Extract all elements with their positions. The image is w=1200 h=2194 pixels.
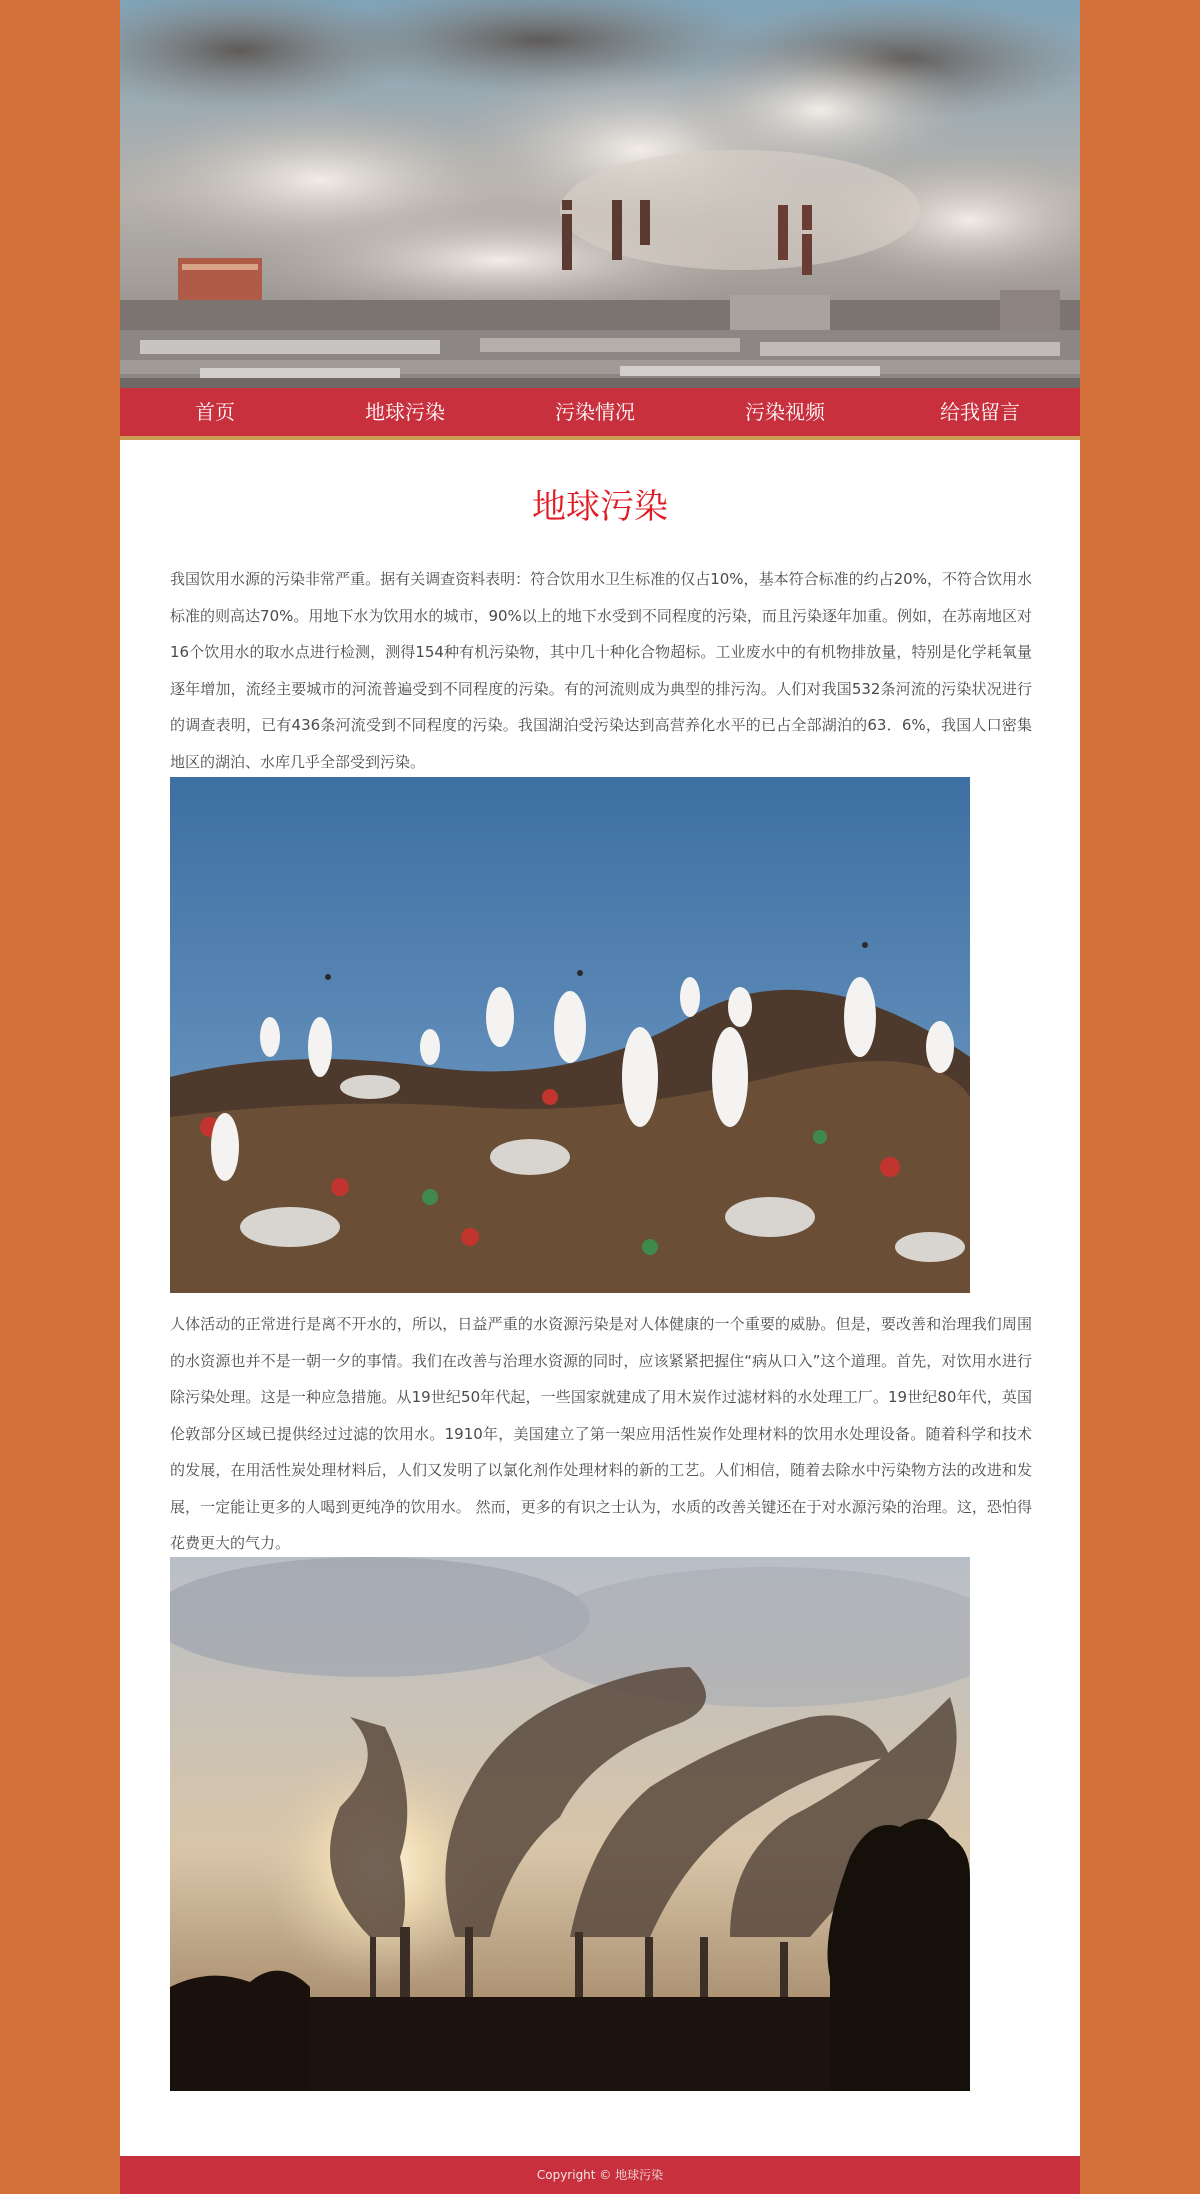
article-paragraph-1: 我国饮用水源的污染非常严重。据有关调查资料表明：符合饮用水卫生标准的仅占10%，基本符合标准的约占20%，不符合饮用水标准的则高达70%。用地下水为饮用水的城市，90%以上的地下水受到不同程度的污染，而且污染逐年加重。例如，在苏南地区对16个饮用水的取水点进行检测，测得154种有机污染物，其中几十种化合物超标。工业废水中的有机物排放量，特别是化学耗氧量逐年增加，流经主要城市的河流普遍受到不同程度的污染。有的河流则成为典型的排污沟。人们对我国532条河流的污染状况进行的调查表明，已有436条河流受到不同程度的污染。我国湖泊受污染达到高营养化水平的已占全部湖泊的63．6%，我国人口密集地区的湖泊、水库几乎全部受到污染。 — [170, 570, 1032, 771]
factory-smoke-photo — [170, 1557, 970, 2091]
page-title: 地球污染 — [532, 487, 668, 527]
article-paragraph-2: 人体活动的正常进行是离不开水的，所以，日益严重的水资源污染是对人体健康的一个重要的威胁。但是，要改善和治理我们周围的水资源也并不是一朝一夕的事情。我们在改善与治理水资源的同时，应该紧紧把握住“病从口入”这个道理。首先，对饮用水进行除污染处理。这是一种应急措施。从19世纪50年代起，一些国家就建成了用木炭作过滤材料的水处理工厂。19世纪80年代，英国伦敦部分区域已提供经过过滤的饮用水。1910年，美国建立了第一架应用活性炭作处理材料的饮用水处理设备。随着科学和技术的发展，在用活性炭处理材料后，人们又发明了以氯化剂作处理材料的新的工艺。人们相信，随着去除水中污染物方法的改进和发展，一定能让更多的人喝到更纯净的饮用水。 然而，更多的有识之士认为，水质的改善关键还在于对水源污染的治理。这，恐怕得花费更大的气力。 — [170, 1315, 1032, 1552]
nav-item-pollution-video[interactable]: 污染视频 — [745, 400, 825, 424]
nav-item-pollution-status[interactable]: 污染情况 — [555, 400, 635, 424]
egrets-garbage-photo — [170, 777, 970, 1293]
nav-item-leave-message[interactable]: 给我留言 — [940, 400, 1020, 424]
main-nav — [120, 388, 1080, 440]
banner-image — [120, 0, 1080, 388]
nav-item-earth-pollution[interactable]: 地球污染 — [365, 400, 445, 424]
page-container — [120, 0, 1080, 2194]
footer-copyright: Copyright © 地球污染 — [120, 2156, 1080, 2194]
nav-item-home[interactable]: 首页 — [195, 400, 235, 424]
